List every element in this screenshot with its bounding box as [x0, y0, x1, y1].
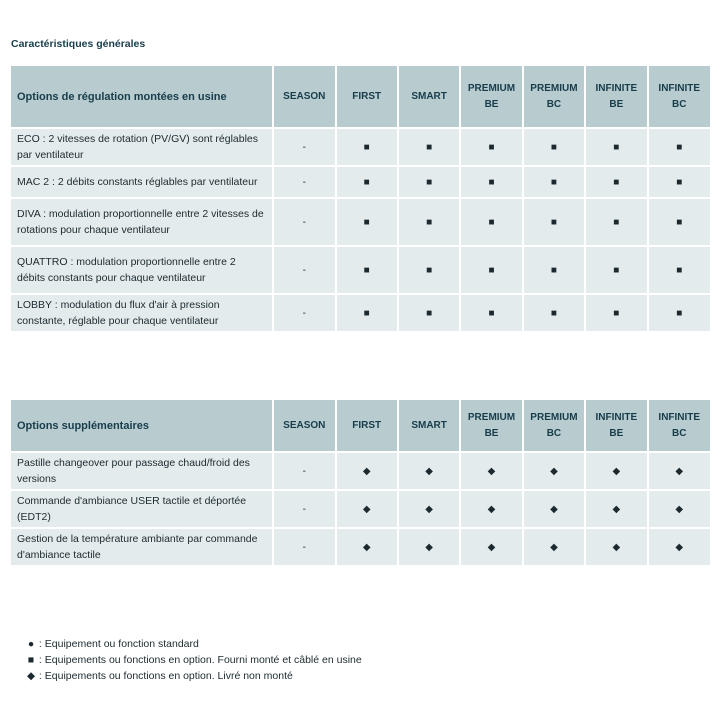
column-header: SMART: [398, 66, 460, 128]
row-cell: ■: [336, 128, 398, 166]
column-header: PREMIUM BC: [523, 400, 585, 452]
column-header: PREMIUM BE: [460, 66, 522, 128]
row-cell: ◆: [648, 452, 710, 490]
column-header: INFINITE BC: [648, 400, 710, 452]
row-cell: -: [273, 246, 335, 294]
row-cell: ■: [523, 246, 585, 294]
row-cell: ◆: [398, 452, 460, 490]
row-cell: ◆: [460, 490, 522, 528]
regulation-options-table: [11, 66, 710, 331]
table-header-row: [11, 400, 710, 452]
additional-options-table: [11, 400, 710, 565]
row-cell: ■: [460, 128, 522, 166]
row-cell: ◆: [398, 528, 460, 565]
table-row: [11, 528, 710, 565]
row-cell: ◆: [585, 528, 647, 565]
table-row: [11, 246, 710, 294]
table-header-row: [11, 66, 710, 128]
row-label: LOBBY : modulation du flux d'air à pression constante, réglable pour chaque ventilateur: [11, 294, 273, 331]
legend-text: : Equipement ou fonction standard: [38, 638, 199, 650]
row-cell: ■: [336, 198, 398, 246]
row-cell: ■: [648, 294, 710, 331]
row-cell: ■: [523, 128, 585, 166]
row-cell: -: [273, 490, 335, 528]
row-cell: ■: [648, 246, 710, 294]
row-cell: ■: [585, 198, 647, 246]
row-cell: ◆: [460, 528, 522, 565]
legend-item: [26, 636, 362, 652]
row-cell: -: [273, 166, 335, 198]
row-cell: ■: [336, 294, 398, 331]
row-cell: ■: [523, 294, 585, 331]
column-header: SEASON: [273, 66, 335, 128]
circle-icon: ●: [27, 638, 35, 650]
row-cell: ■: [585, 246, 647, 294]
row-cell: ■: [460, 198, 522, 246]
row-cell: ■: [398, 128, 460, 166]
row-cell: ■: [523, 166, 585, 198]
row-cell: ◆: [460, 452, 522, 490]
row-cell: -: [273, 294, 335, 331]
square-icon: ■: [27, 654, 35, 666]
row-cell: ■: [648, 198, 710, 246]
column-header: INFINITE BC: [648, 66, 710, 128]
table-header-label: Options supplémentaires: [11, 400, 273, 452]
legend-item: [26, 652, 362, 668]
row-cell: ■: [398, 166, 460, 198]
row-cell: ◆: [336, 490, 398, 528]
table-row: [11, 452, 710, 490]
row-label: Pastille changeover pour passage chaud/froid des versions: [11, 452, 273, 490]
row-cell: ■: [398, 294, 460, 331]
row-cell: ◆: [523, 528, 585, 565]
row-cell: ◆: [648, 528, 710, 565]
row-cell: ■: [648, 166, 710, 198]
column-header: PREMIUM BC: [523, 66, 585, 128]
row-label: Gestion de la température ambiante par commande d'ambiance tactile: [11, 528, 273, 565]
row-cell: ■: [585, 294, 647, 331]
row-cell: ■: [460, 246, 522, 294]
table-row: [11, 294, 710, 331]
table-row: [11, 128, 710, 166]
row-label: Commande d'ambiance USER tactile et déportée (EDT2): [11, 490, 273, 528]
row-cell: ◆: [398, 490, 460, 528]
row-cell: -: [273, 528, 335, 565]
row-label: MAC 2 : 2 débits constants réglables par ventilateur: [11, 166, 273, 198]
column-header: SEASON: [273, 400, 335, 452]
table-row: [11, 490, 710, 528]
column-header: SMART: [398, 400, 460, 452]
column-header: FIRST: [336, 66, 398, 128]
row-cell: ■: [585, 166, 647, 198]
column-header: INFINITE BE: [585, 66, 647, 128]
row-cell: ■: [336, 166, 398, 198]
row-cell: ■: [523, 198, 585, 246]
row-cell: ◆: [585, 490, 647, 528]
column-header: FIRST: [336, 400, 398, 452]
row-label: QUATTRO : modulation proportionnelle entre 2 débits constants pour chaque ventilateur: [11, 246, 273, 294]
table-row: [11, 198, 710, 246]
row-cell: ■: [460, 294, 522, 331]
row-cell: ■: [585, 128, 647, 166]
row-label: ECO : 2 vitesses de rotation (PV/GV) sont réglables par ventilateur: [11, 128, 273, 166]
row-cell: ◆: [336, 528, 398, 565]
row-cell: -: [273, 452, 335, 490]
column-header: INFINITE BE: [585, 400, 647, 452]
row-cell: ■: [398, 198, 460, 246]
row-cell: ◆: [523, 452, 585, 490]
row-cell: -: [273, 128, 335, 166]
legend: [26, 636, 362, 684]
row-cell: -: [273, 198, 335, 246]
legend-text: : Equipements ou fonctions en option. Fourni monté et câblé en usine: [38, 654, 362, 666]
column-header: PREMIUM BE: [460, 400, 522, 452]
row-cell: ■: [648, 128, 710, 166]
legend-text: : Equipements ou fonctions en option. Livré non monté: [38, 670, 293, 682]
legend-item: [26, 668, 362, 684]
row-cell: ■: [398, 246, 460, 294]
table-header-label: Options de régulation montées en usine: [11, 66, 273, 128]
row-cell: ■: [460, 166, 522, 198]
row-cell: ◆: [585, 452, 647, 490]
row-cell: ◆: [336, 452, 398, 490]
row-cell: ◆: [648, 490, 710, 528]
row-cell: ◆: [523, 490, 585, 528]
row-label: DIVA : modulation proportionnelle entre 2 vitesses de rotations pour chaque ventilateur: [11, 198, 273, 246]
table-row: [11, 166, 710, 198]
row-cell: ■: [336, 246, 398, 294]
diamond-icon: ◆: [26, 670, 36, 682]
section-title: Caractéristiques générales: [11, 38, 146, 50]
